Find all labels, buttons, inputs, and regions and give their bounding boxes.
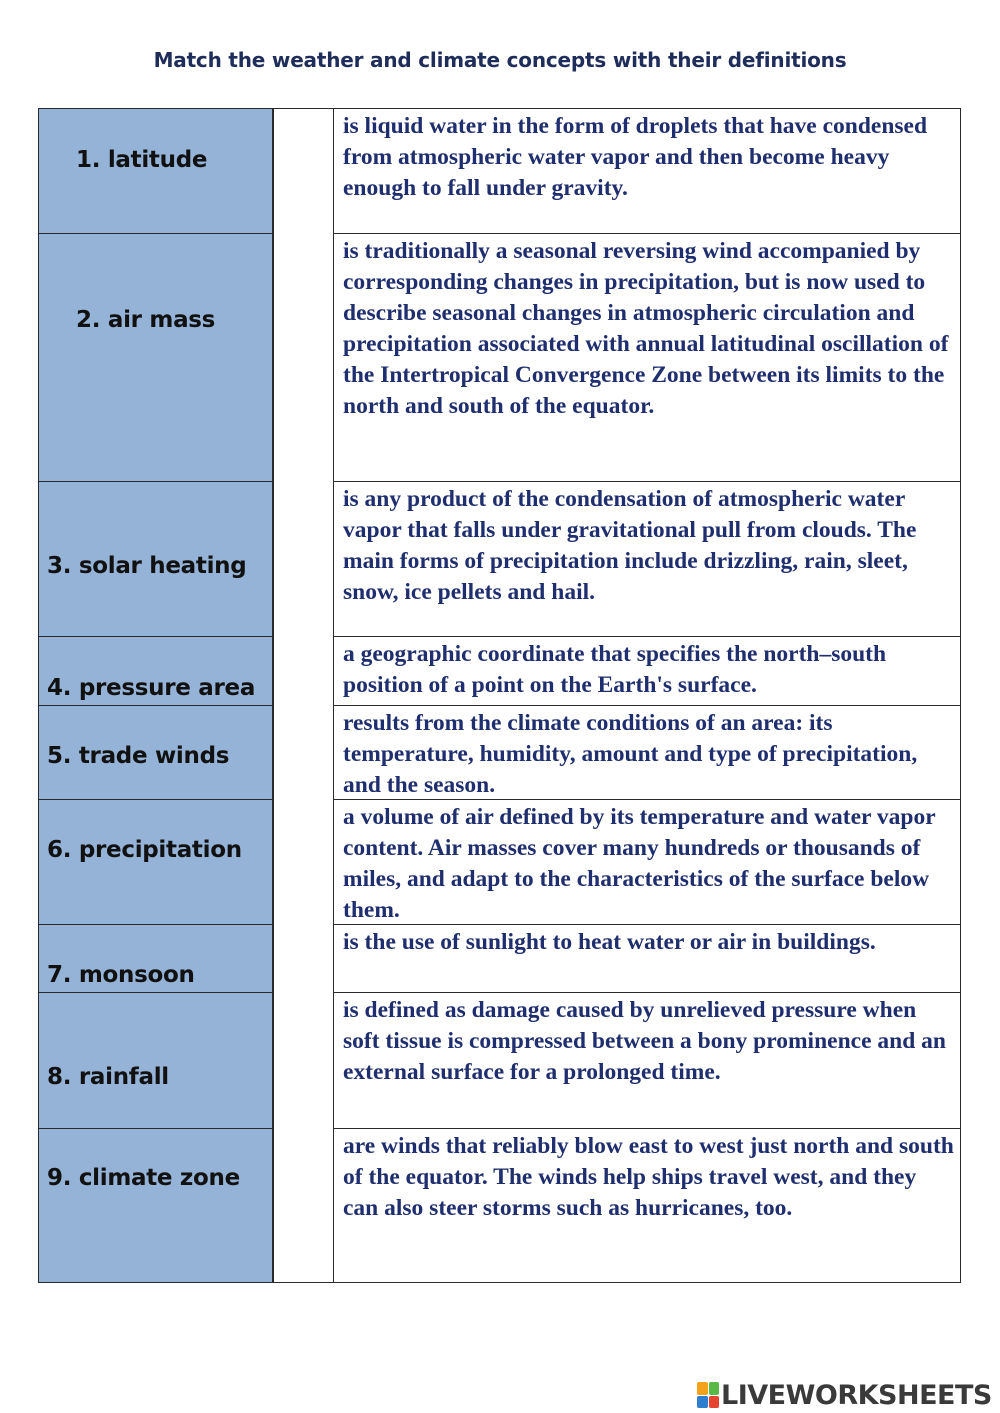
term-label: 8. rainfall bbox=[47, 1064, 169, 1090]
definition-cell-9 bbox=[333, 1128, 961, 1283]
definition-cell-2 bbox=[333, 233, 961, 482]
logo-text: LIVEWORKSHEETS bbox=[721, 1379, 992, 1411]
definition-text: a volume of air defined by its temperature and water vapor content. Air masses cover many hundreds or thousands of miles, and adapt to the characteristics of the surface below them. bbox=[343, 804, 936, 923]
term-label: 6. precipitation bbox=[47, 837, 242, 863]
definition-text: is any product of the condensation of atmospheric water vapor that falls under gravitational pull from clouds. The main forms of precipitation include drizzling, rain, sleet, snow, ice pellets and hail. bbox=[343, 486, 917, 605]
definition-cell-7 bbox=[333, 924, 961, 993]
definition-text: is defined as damage caused by unrelieved pressure when soft tissue is compressed between a bony prominence and an external surface for a prolonged time. bbox=[343, 997, 946, 1085]
term-cell-3 bbox=[38, 481, 273, 637]
term-cell-2 bbox=[38, 233, 273, 482]
definition-cell-1 bbox=[333, 108, 961, 234]
definition-text: a geographic coordinate that specifies the north–south position of a point on the Earth's surface. bbox=[343, 641, 887, 698]
term-label: 3. solar heating bbox=[47, 553, 247, 579]
definition-cell-5 bbox=[333, 705, 961, 800]
term-cell-1 bbox=[38, 108, 273, 234]
term-label: 9. climate zone bbox=[47, 1165, 240, 1191]
term-cell-6 bbox=[38, 799, 273, 925]
liveworksheets-logo bbox=[697, 1378, 992, 1412]
term-label: 7. monsoon bbox=[47, 962, 195, 988]
definition-cell-8 bbox=[333, 992, 961, 1129]
definition-cell-3 bbox=[333, 481, 961, 637]
term-label: 2. air mass bbox=[76, 307, 216, 333]
term-label: 1. latitude bbox=[76, 147, 208, 173]
definition-text: is the use of sunlight to heat water or air in buildings. bbox=[343, 929, 876, 955]
term-cell-8 bbox=[38, 992, 273, 1129]
term-label: 5. trade winds bbox=[47, 743, 230, 769]
definition-cell-6 bbox=[333, 799, 961, 925]
definition-text: is traditionally a seasonal reversing wind accompanied by corresponding changes in precipitation, but is now used to describe seasonal changes in atmospheric circulation and precipitation associated with annual latitudinal oscillation of the Intertropical Convergence Zone between its limits to the north and south of the equator. bbox=[343, 238, 949, 419]
logo-mark-icon bbox=[697, 1382, 719, 1408]
definition-cell-4 bbox=[333, 636, 961, 706]
term-cell-5 bbox=[38, 705, 273, 800]
term-cell-4 bbox=[38, 636, 273, 706]
definition-text: are winds that reliably blow east to west just north and south of the equator. The winds help ships travel west, and they can also steer storms such as hurricanes, too. bbox=[343, 1133, 954, 1221]
term-cell-9 bbox=[38, 1128, 273, 1283]
definition-text: results from the climate conditions of an area: its temperature, humidity, amount and type of precipitation, and the season. bbox=[343, 710, 918, 798]
term-label: 4. pressure area bbox=[47, 675, 256, 701]
page-title: Match the weather and climate concepts with their definitions bbox=[153, 48, 847, 72]
answer-column[interactable] bbox=[273, 108, 334, 1283]
definition-text: is liquid water in the form of droplets that have condensed from atmospheric water vapor and then become heavy enough to fall under gravity. bbox=[343, 113, 928, 201]
term-cell-7 bbox=[38, 924, 273, 993]
